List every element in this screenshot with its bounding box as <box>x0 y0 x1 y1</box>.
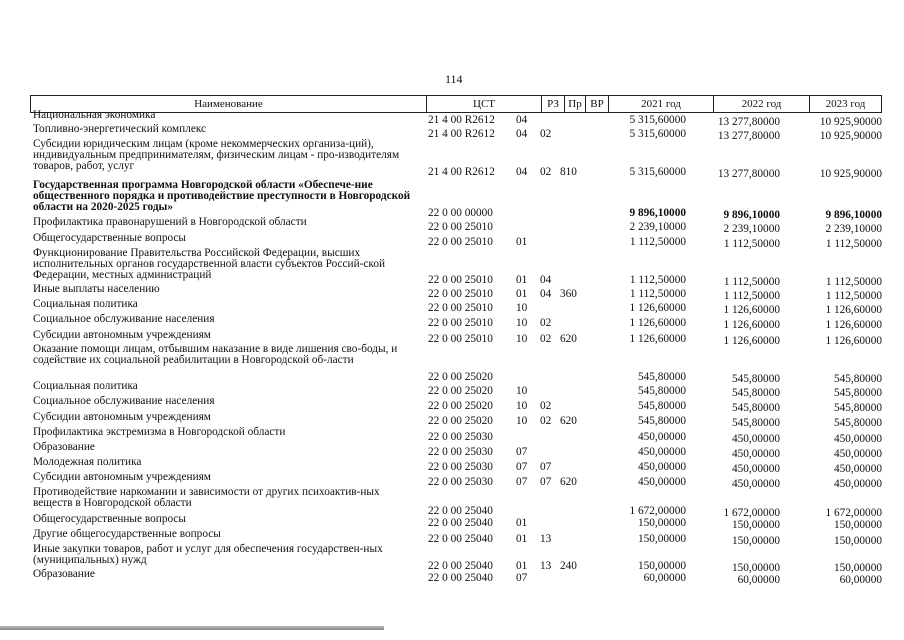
row-2021-value: 450,00000 <box>637 431 686 443</box>
row-2023-value: 150,00000 <box>833 535 882 547</box>
row-name: Молодежная политика <box>33 456 142 468</box>
row-name: Субсидии автономным учреждениям <box>33 329 211 341</box>
row-2021-value: 450,00000 <box>637 476 686 488</box>
header-name: Наименование <box>194 98 263 110</box>
row-2022-value: 2 239,10000 <box>723 223 780 235</box>
row-2023-value: 545,80000 <box>833 373 882 385</box>
row-cst-code: 22 0 00 25010 <box>428 221 493 233</box>
row-cst-code: 22 0 00 25010 <box>428 236 493 248</box>
row-2022-value: 1 112,50000 <box>723 290 780 302</box>
row-name: Субсидии автономным учреждениям <box>33 411 211 423</box>
row-cst-code: 22 0 00 25030 <box>428 431 493 443</box>
row-2022-value: 450,00000 <box>731 463 780 475</box>
row-rz: 10 <box>516 415 528 427</box>
row-2022-value: 545,80000 <box>731 402 780 414</box>
row-2022-value: 150,00000 <box>731 519 780 531</box>
row-2023-value: 2 239,10000 <box>825 223 882 235</box>
row-rz: 10 <box>516 400 528 412</box>
row-2023-value: 450,00000 <box>833 478 882 490</box>
page-number: 114 <box>445 72 463 86</box>
row-cst-code: 21 4 00 R2612 <box>428 128 495 140</box>
row-2022-value: 450,00000 <box>731 478 780 490</box>
row-2021-value: 150,00000 <box>637 560 686 572</box>
row-2022-value: 9 896,10000 <box>723 209 780 221</box>
row-rz: 10 <box>516 333 528 345</box>
row-name: Общегосударственные вопросы <box>33 232 186 244</box>
row-cst-code: 21 4 00 R2612 <box>428 166 495 178</box>
row-name: Субсидии юридическим лицам (кроме некоммерческих организа-ций), индивидуальным предпринимателям, физическим лицам - про-изводителям товаров, работ, услуг <box>33 138 400 172</box>
row-cst-code: 22 0 00 25010 <box>428 274 493 286</box>
row-rz: 01 <box>516 517 528 529</box>
row-2023-value: 1 126,60000 <box>825 319 882 331</box>
row-rz: 07 <box>516 476 528 488</box>
row-name: Топливно-энергетический комплекс <box>33 123 207 135</box>
row-2023-value: 10 925,90000 <box>819 130 882 142</box>
row-2022-value: 150,00000 <box>731 535 780 547</box>
header-2022: 2022 год <box>741 98 782 110</box>
row-2023-value: 450,00000 <box>833 448 882 460</box>
row-rz: 04 <box>516 128 528 140</box>
row-cst-code: 22 0 00 00000 <box>428 207 493 219</box>
row-rz: 01 <box>516 560 528 572</box>
row-2021-value: 450,00000 <box>637 446 686 458</box>
row-pr: 02 <box>540 166 552 178</box>
row-rz: 04 <box>516 114 528 126</box>
row-pr: 02 <box>540 128 552 140</box>
row-name: Государственная программа Новгородской области «Обеспече-ние общественного порядка и противодействие преступности в Новгородской области на 2020-2025 годы» <box>33 179 411 213</box>
row-2022-value: 450,00000 <box>731 433 780 445</box>
row-cst-code: 22 0 00 25020 <box>428 385 493 397</box>
row-rz: 01 <box>516 274 528 286</box>
row-2022-value: 1 112,50000 <box>723 238 780 250</box>
row-pr: 02 <box>540 415 552 427</box>
row-pr: 07 <box>540 476 552 488</box>
row-name: Противодействие наркомании и зависимости от других психоактив-ных веществ в Новгородской области <box>33 486 380 509</box>
row-pr: 04 <box>540 274 552 286</box>
row-name: Функционирование Правительства Российской Федерации, высших исполнительных органов государственной власти субъектов Россий-ской Федерации, местных администраций <box>33 247 386 281</box>
row-2023-value: 60,00000 <box>839 574 882 586</box>
row-name: Социальная политика <box>33 298 138 310</box>
row-cst-code: 22 0 00 25010 <box>428 302 493 314</box>
row-2022-value: 13 277,80000 <box>717 168 780 180</box>
row-cst-code: 22 0 00 25040 <box>428 517 493 529</box>
header-code: ЦСТ <box>473 98 495 110</box>
row-2022-value: 1 126,60000 <box>723 319 780 331</box>
row-name: Иные выплаты населению <box>33 283 160 295</box>
row-2021-value: 1 126,60000 <box>629 333 686 345</box>
row-rz: 07 <box>516 446 528 458</box>
header-rz: РЗ <box>547 98 559 110</box>
row-2021-value: 150,00000 <box>637 533 686 545</box>
row-2021-value: 1 672,00000 <box>629 505 686 517</box>
row-2023-value: 1 126,60000 <box>825 304 882 316</box>
row-cst-code: 22 0 00 25020 <box>428 415 493 427</box>
row-name: Образование <box>33 568 95 580</box>
row-2021-value: 1 112,50000 <box>629 288 686 300</box>
row-2021-value: 545,80000 <box>637 415 686 427</box>
row-cst-code: 21 4 00 R2612 <box>428 114 495 126</box>
scan-edge-bar <box>0 626 384 630</box>
row-2022-value: 545,80000 <box>731 373 780 385</box>
header-2021: 2021 год <box>641 98 681 110</box>
row-pr: 04 <box>540 288 552 300</box>
row-pr: 13 <box>540 533 552 545</box>
row-name: Субсидии автономным учреждениям <box>33 471 211 483</box>
row-2023-value: 545,80000 <box>833 417 882 429</box>
row-cst-code: 22 0 00 25010 <box>428 288 493 300</box>
row-2023-value: 9 896,10000 <box>825 209 882 221</box>
row-vr: 620 <box>560 476 577 488</box>
row-name: Социальная политика <box>33 380 138 392</box>
row-name: Оказание помощи лицам, отбывшим наказание в виде лишения сво-боды, и содействие их социальной реабилитации в Новгородской об-ласти <box>33 343 398 366</box>
row-2021-value: 2 239,10000 <box>629 221 686 233</box>
row-name: Социальное обслуживание населения <box>33 313 215 325</box>
row-2022-value: 450,00000 <box>731 448 780 460</box>
row-vr: 810 <box>560 166 577 178</box>
row-cst-code: 22 0 00 25040 <box>428 505 493 517</box>
row-rz: 01 <box>516 236 528 248</box>
row-2022-value: 545,80000 <box>731 417 780 429</box>
row-2023-value: 150,00000 <box>833 562 882 574</box>
row-2021-value: 545,80000 <box>637 400 686 412</box>
row-rz: 10 <box>516 317 528 329</box>
row-vr: 240 <box>560 560 577 572</box>
row-rz: 10 <box>516 302 528 314</box>
row-2021-value: 5 315,60000 <box>629 114 686 126</box>
header-2023: 2023 год <box>825 98 866 110</box>
row-2021-value: 9 896,10000 <box>629 207 686 219</box>
row-vr: 620 <box>560 415 577 427</box>
row-2021-value: 60,00000 <box>643 572 686 584</box>
row-cst-code: 22 0 00 25040 <box>428 533 493 545</box>
row-2022-value: 13 277,80000 <box>717 116 780 128</box>
row-rz: 07 <box>516 461 528 473</box>
row-pr: 02 <box>540 317 552 329</box>
row-2021-value: 150,00000 <box>637 517 686 529</box>
row-vr: 620 <box>560 333 577 345</box>
header-vr: ВР <box>590 98 604 110</box>
row-rz: 07 <box>516 572 528 584</box>
row-2023-value: 545,80000 <box>833 402 882 414</box>
row-2021-value: 5 315,60000 <box>629 166 686 178</box>
row-2022-value: 150,00000 <box>731 562 780 574</box>
row-2022-value: 13 277,80000 <box>717 130 780 142</box>
row-2021-value: 1 126,60000 <box>629 302 686 314</box>
row-cst-code: 22 0 00 25010 <box>428 317 493 329</box>
row-2021-value: 5 315,60000 <box>629 128 686 140</box>
header-pr: Пр <box>568 98 582 110</box>
row-cst-code: 22 0 00 25020 <box>428 371 493 383</box>
row-name: Профилактика правонарушений в Новгородской области <box>33 216 307 228</box>
row-name: Национальная экономика <box>33 109 156 121</box>
row-2023-value: 1 112,50000 <box>825 290 882 302</box>
row-2022-value: 1 126,60000 <box>723 304 780 316</box>
row-2022-value: 60,00000 <box>737 574 780 586</box>
row-2023-value: 150,00000 <box>833 519 882 531</box>
row-2021-value: 1 112,50000 <box>629 236 686 248</box>
row-2023-value: 450,00000 <box>833 433 882 445</box>
row-rz: 04 <box>516 166 528 178</box>
row-cst-code: 22 0 00 25020 <box>428 400 493 412</box>
row-2023-value: 10 925,90000 <box>819 168 882 180</box>
row-2023-value: 545,80000 <box>833 387 882 399</box>
row-rz: 01 <box>516 288 528 300</box>
row-cst-code: 22 0 00 25010 <box>428 333 493 345</box>
row-2023-value: 1 672,00000 <box>825 507 882 519</box>
row-cst-code: 22 0 00 25030 <box>428 461 493 473</box>
row-2021-value: 1 112,50000 <box>629 274 686 286</box>
row-cst-code: 22 0 00 25030 <box>428 446 493 458</box>
row-2021-value: 545,80000 <box>637 385 686 397</box>
row-2023-value: 1 126,60000 <box>825 335 882 347</box>
row-name: Иные закупки товаров, работ и услуг для обеспечения государствен-ных (муниципальных) нужд <box>33 543 383 566</box>
row-name: Социальное обслуживание населения <box>33 395 215 407</box>
row-2023-value: 1 112,50000 <box>825 238 882 250</box>
row-cst-code: 22 0 00 25040 <box>428 572 493 584</box>
row-2022-value: 1 126,60000 <box>723 335 780 347</box>
row-name: Другие общегосударственные вопросы <box>33 528 221 540</box>
row-pr: 02 <box>540 333 552 345</box>
row-name: Образование <box>33 441 95 453</box>
row-2023-value: 450,00000 <box>833 463 882 475</box>
row-2022-value: 545,80000 <box>731 387 780 399</box>
row-name: Профилактика экстремизма в Новгородской области <box>33 426 286 438</box>
row-2021-value: 545,80000 <box>637 371 686 383</box>
row-2022-value: 1 112,50000 <box>723 276 780 288</box>
row-rz: 10 <box>516 385 528 397</box>
row-cst-code: 22 0 00 25030 <box>428 476 493 488</box>
row-cst-code: 22 0 00 25040 <box>428 560 493 572</box>
row-rz: 01 <box>516 533 528 545</box>
row-2021-value: 1 126,60000 <box>629 317 686 329</box>
row-2023-value: 1 112,50000 <box>825 276 882 288</box>
row-2021-value: 450,00000 <box>637 461 686 473</box>
row-2022-value: 1 672,00000 <box>723 507 780 519</box>
row-name: Общегосударственные вопросы <box>33 513 186 525</box>
row-2023-value: 10 925,90000 <box>819 116 882 128</box>
row-pr: 07 <box>540 461 552 473</box>
row-pr: 13 <box>540 560 552 572</box>
row-vr: 360 <box>560 288 577 300</box>
row-pr: 02 <box>540 400 552 412</box>
